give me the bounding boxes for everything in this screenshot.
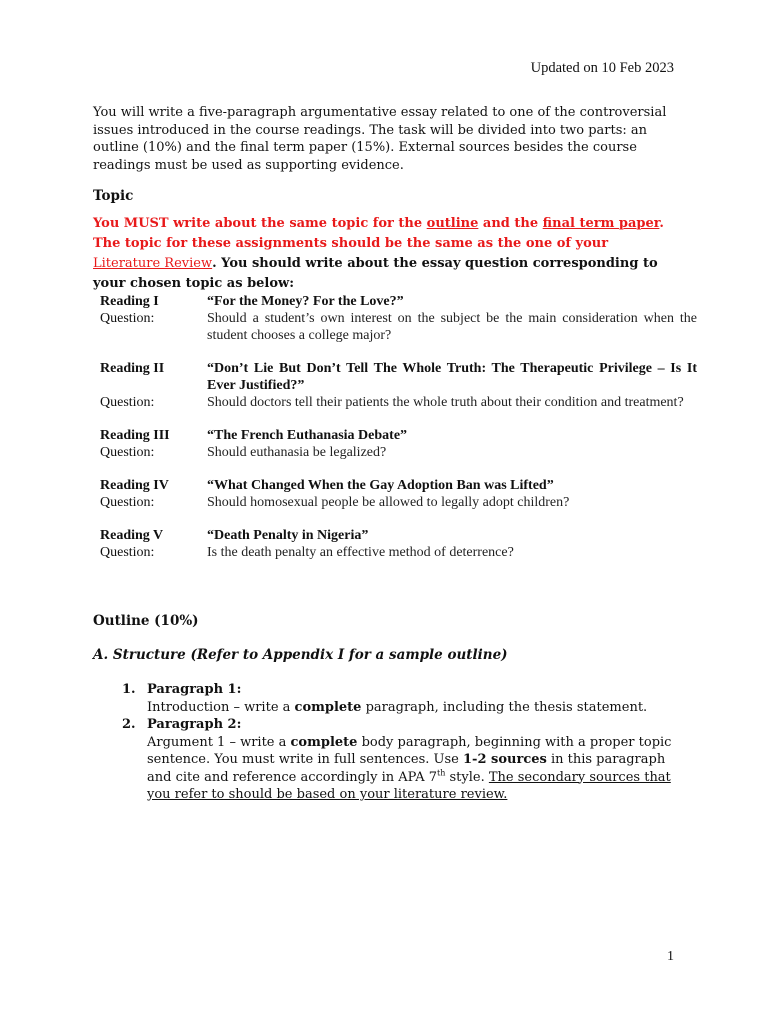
item-body (147, 734, 678, 804)
structure-heading: A. Structure (Refer to Appendix I for a sample outline) (93, 647, 508, 663)
topic-red-text-1: You MUST write about the same topic for the (93, 216, 427, 231)
item-text: Introduction – write a (147, 699, 295, 715)
question-label: Question: (100, 311, 155, 326)
item-title: Paragraph 2: (147, 717, 242, 732)
item-number: 1. (122, 682, 136, 697)
question-text: Should homosexual people be allowed to legally adopt children? (207, 495, 570, 510)
outline-link[interactable]: outline (426, 216, 479, 231)
outline-list (122, 681, 678, 804)
item-bold-text: 1-2 sources (463, 752, 547, 767)
reading-label: Reading II (100, 361, 165, 376)
literature-review-link[interactable]: Literature Review (93, 256, 213, 271)
item-underlined-text: The secondary sources that you refer to should be based on your literature review. (147, 769, 671, 802)
intro-paragraph: You will write a five-paragraph argumentative essay related to one of the controversial issues introduced in the course readings. The task will be divided into two parts: an outline (10%) and the final term paper (15%). External sources besides the course readings must be used as supporting evidence. (93, 105, 667, 173)
question-label: Question: (100, 395, 155, 410)
question-text: Is the death penalty an effective method of deterrence? (207, 545, 514, 560)
reading-title: “The French Euthanasia Debate” (207, 428, 408, 443)
topic-paragraph (93, 214, 678, 294)
item-text: body paragraph, beginning with a proper topic sentence. You must write in full sentences. Use (147, 734, 672, 767)
list-item (122, 716, 678, 804)
reading-title: “Death Penalty in Nigeria” (207, 528, 369, 543)
reading-item (100, 527, 697, 561)
reading-item (100, 293, 697, 344)
topic-black-text: . You should write about the essay question corresponding to your chosen topic as below: (93, 256, 658, 291)
question-label: Question: (100, 445, 155, 460)
updated-date: Updated on 10 Feb 2023 (530, 60, 674, 76)
item-text: Argument 1 – write a (147, 734, 291, 750)
question-label: Question: (100, 495, 155, 510)
item-text: style. (445, 769, 489, 785)
list-item (122, 681, 678, 716)
reading-title: “What Changed When the Gay Adoption Ban was Lifted” (207, 478, 554, 493)
reading-label: Reading V (100, 528, 164, 543)
reading-item (100, 477, 697, 511)
item-bold-text: complete (290, 734, 358, 750)
topic-heading: Topic (93, 188, 134, 204)
reading-label: Reading I (100, 294, 159, 309)
item-bold-text: complete (294, 699, 362, 715)
question-text: Should doctors tell their patients the whole truth about their condition and treatment? (207, 395, 684, 410)
reading-title: “Don’t Lie But Don’t Tell The Whole Truth: The Therapeutic Privilege – Is It Ever Justified?” (207, 361, 697, 393)
question-text: Should a student’s own interest on the subject be the main consideration when the student chooses a college major? (207, 311, 697, 343)
question-text: Should euthanasia be legalized? (207, 445, 387, 460)
reading-item (100, 360, 697, 411)
outline-heading: Outline (10%) (93, 613, 199, 629)
reading-label: Reading IV (100, 478, 169, 493)
topic-red-text-3: . The topic for these assignments should be the same as the one of your (93, 216, 664, 251)
item-text: in this paragraph and cite and reference accordingly in APA 7 (147, 752, 666, 785)
reading-item (100, 427, 697, 461)
item-number: 2. (122, 717, 136, 732)
topic-red-text-2: and the (478, 216, 543, 231)
reading-label: Reading III (100, 428, 170, 443)
readings-list (100, 293, 697, 577)
item-body (147, 699, 678, 717)
final-term-paper-link[interactable]: final term paper (542, 216, 660, 231)
page-number: 1 (667, 949, 674, 964)
question-label: Question: (100, 545, 155, 560)
reading-title: “For the Money? For the Love?” (207, 294, 404, 309)
item-title: Paragraph 1: (147, 682, 242, 697)
superscript: th (437, 768, 446, 778)
item-text: paragraph, including the thesis statement. (361, 699, 648, 715)
